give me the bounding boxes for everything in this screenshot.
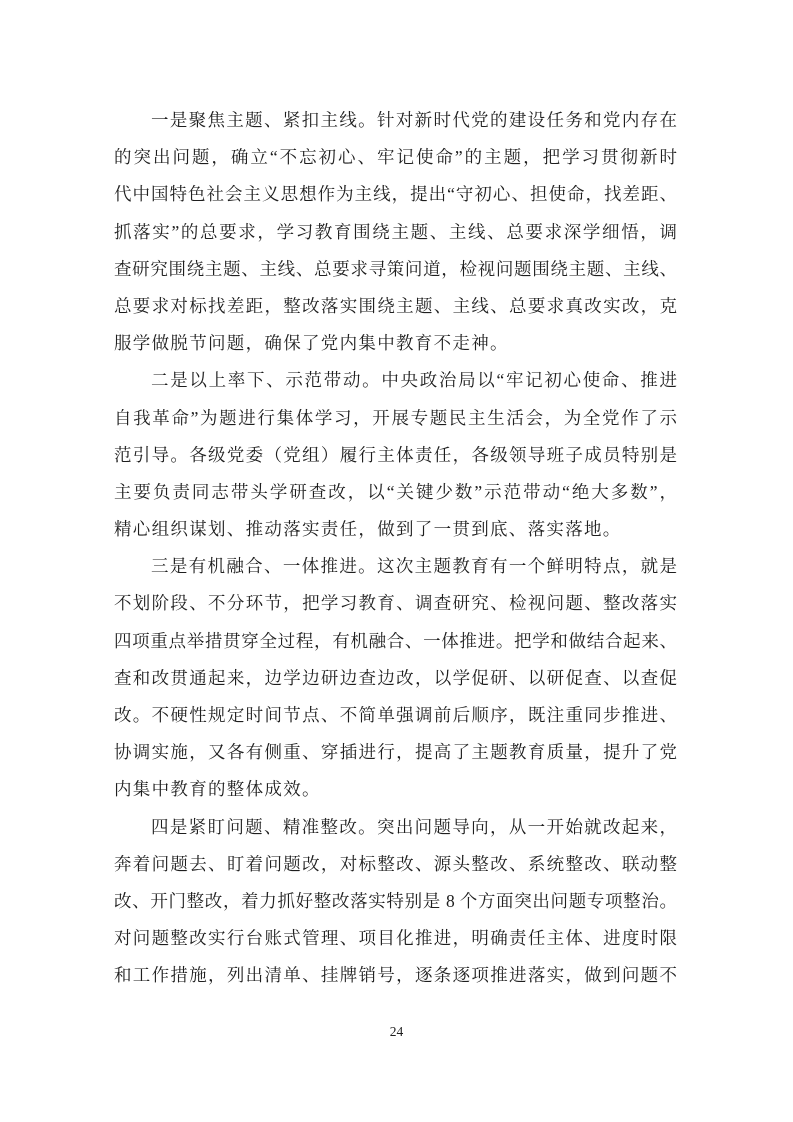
text-line: 协调实施，又各有侧重、穿插进行，提高了主题教育质量，提升了党: [114, 742, 677, 763]
text-line: 和工作措施，列出清单、挂牌销号，逐条逐项推进落实，做到问题不: [114, 965, 677, 986]
page-number: 24: [389, 1024, 404, 1039]
text-line: 查和改贯通起来，边学边研边查边改，以学促研、以研促查、以查促: [114, 667, 677, 688]
paragraph-2: [114, 362, 677, 548]
text-line: 范引导。各级党委（党组）履行主体责任，各级领导班子成员特别是: [114, 444, 677, 465]
text-line: 一是聚焦主题、紧扣主线。针对新时代党的建设任务和党内存在: [151, 110, 677, 130]
text-line: 改、开门整改，着力抓好整改落实特别是 8 个方面突出问题专项整治。: [114, 890, 677, 911]
text-line: 奔着问题去、盯着问题改，对标整改、源头整改、系统整改、联动整: [114, 853, 677, 874]
paragraph-1: [114, 102, 677, 362]
text-line: 服学做脱节问题，确保了党内集中教育不走神。: [114, 333, 509, 354]
text-line: 二是以上率下、示范带动。中央政治局以“牢记初心使命、推进: [151, 370, 677, 391]
text-line: 抓落实”的总要求，学习教育围绕主题、主线、总要求深学细悟，调: [114, 221, 677, 242]
text-line: 查研究围绕主题、主线、总要求寻策问道，检视问题围绕主题、主线、: [114, 258, 677, 279]
text-line: 主要负责同志带头学研查改，以“关键少数”示范带动“绝大多数”，: [114, 481, 677, 502]
text-line: 不划阶段、不分环节，把学习教育、调查研究、检视问题、整改落实: [114, 593, 677, 614]
text-line: 改。不硬性规定时间节点、不简单强调前后顺序，既注重同步推进、: [114, 705, 677, 725]
text-line: 内集中教育的整体成效。: [114, 779, 321, 800]
text-line: 对问题整改实行台账式管理、项目化推进，明确责任主体、进度时限: [114, 928, 677, 949]
text-line: 的突出问题，确立“不忘初心、牢记使命”的主题，把学习贯彻新时: [114, 147, 677, 168]
paragraph-3: [114, 548, 677, 808]
document-body: [114, 102, 677, 995]
paragraph-4: [114, 809, 677, 995]
text-line: 代中国特色社会主义思想作为主线，提出“守初心、担使命，找差距、: [114, 184, 677, 205]
text-line: 三是有机融合、一体推进。这次主题教育有一个鲜明特点，就是: [151, 556, 677, 577]
text-line: 四项重点举措贯穿全过程，有机融合、一体推进。把学和做结合起来、: [114, 630, 677, 651]
text-line: 精心组织谋划、推动落实责任，做到了一贯到底、落实落地。: [114, 519, 622, 540]
text-line: 自我革命”为题进行集体学习，开展专题民主生活会，为全党作了示: [114, 407, 677, 428]
text-line: 四是紧盯问题、精准整改。突出问题导向，从一开始就改起来，: [151, 816, 677, 837]
text-line: 总要求对标找差距，整改落实围绕主题、主线、总要求真改实改，克: [114, 295, 677, 316]
